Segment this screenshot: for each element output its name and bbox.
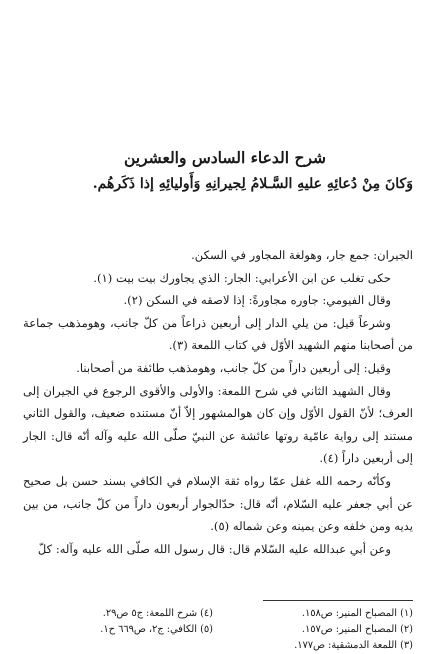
footnote: (٤) شرح اللمعة: ج٥ ص٢٩. <box>102 608 213 619</box>
paragraph: حكى تغلب عن ابن الأعرابي: الجار: الذي يجاورك بيت بيت (١). <box>93 270 391 285</box>
footnotes-column-left <box>28 606 213 638</box>
paragraph: وقال الفيومي: جاوره مجاورةً: إذا لاصقه في السكن (٢). <box>123 293 391 308</box>
footnotes-column-right <box>228 606 413 654</box>
footnote: (٢) المصباح المنير: ص١٥٧. <box>301 624 413 635</box>
paragraph: وكأنّه رحمه الله غفل عمّا رواه ثقة الإسلام في الكافي بسند حسن بل صحيح عن أبي جعفر عليه السّلام، أنّه قال: حدّالجوار أربعون داراً من كلّ جانب، من بين يديه ومن خلفه وعن يمينه وعن شماله (٥). <box>23 473 413 534</box>
body-text <box>23 244 413 560</box>
section-title: شرح الدعاء السادس والعشرين <box>123 148 327 167</box>
footnote-divider <box>263 600 413 601</box>
paragraph: الجيران: جمع جار، وهولغة المجاور في السكن. <box>191 248 413 262</box>
supplication-heading: وَكانَ مِنْ دُعائِهِ عليهِ السَّـلامُ لِجيرانِهِ وَأَوليائِهِ إذا ذَكَرهُم. <box>92 176 413 192</box>
paragraph: وعن أبي عبدالله عليه السّلام قال: قال رسول الله صلّى الله عليه وآله: كلّ <box>37 541 391 556</box>
paragraph: وشرعاً قيل: من يلي الدار إلى أربعين ذراعاً من كلّ جانب، وهومذهب جماعة من أصحابنا منهم الشهيد الأوّل في كتاب اللمعة (٣). <box>23 315 413 353</box>
footnote: (٥) الكافي: ج٢، ص٦٦٩ ح١. <box>100 624 213 635</box>
paragraph: وقيل: إلى أربعين داراً من كلّ جانب، وهومذهب طائفة من أصحابنا. <box>76 360 391 375</box>
paragraph: وقال الشهيد الثاني في شرح اللمعة: والأولى والأقوى الرجوع في الجيران إلى العرف؛ لأنّ القول الأوّل وإن كان هوالمشهور إلاّ أنّ مستنده ضعيف، والقول الثاني مستند إلى رواية عامّية روتها عائشة عن النبيّ صلّى الله عليه وآله أنّه قال: الجار إلى أربعين داراً (٤). <box>23 383 413 466</box>
footnote: (١) المصباح المنير: ص١٥٨. <box>301 608 413 619</box>
footnote: (٣) اللمعة الدمشقية: ص١٧٧. <box>294 640 413 651</box>
